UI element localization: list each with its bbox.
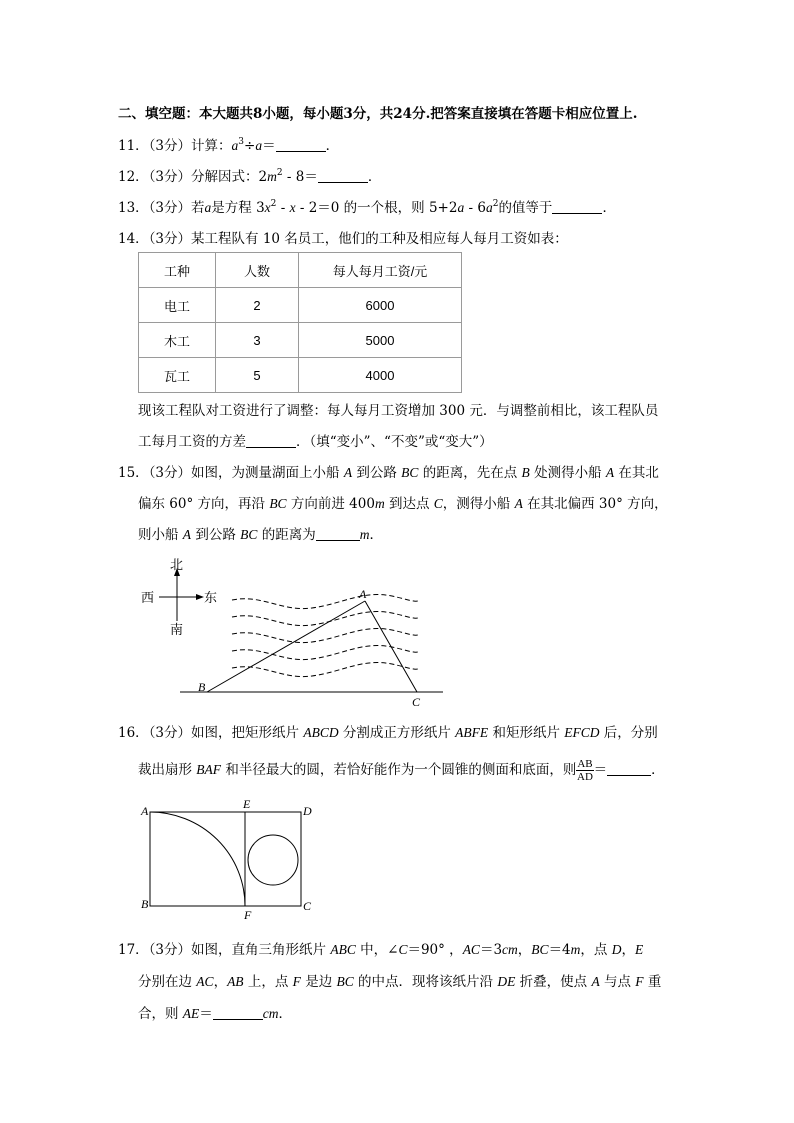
point-a-label: A	[359, 587, 367, 601]
table-cell: 电工	[139, 288, 216, 323]
wave-line	[232, 646, 418, 660]
question-16-line-1: 16．（3分）如图，把矩形纸片 ABCD 分割成正方形纸片 ABFE 和矩形纸片 EFCD 后，分别	[118, 725, 658, 741]
table-header: 工种	[139, 253, 216, 288]
question-14-followup-2: 工每月工资的方差 ．（填“变小”、“不变”或“变大”）	[138, 434, 493, 450]
table-cell: 3	[216, 323, 299, 358]
question-15-line-1: 15．（3分）如图，为测量湖面上小船 A 到公路 BC 的距离，先在点 B 处测得小船 A 在其北	[118, 465, 659, 481]
point-c-label: C	[412, 695, 421, 709]
point-b-label: B	[198, 680, 206, 694]
compass-south: 南	[170, 622, 184, 637]
sector-arc-baf	[150, 812, 245, 906]
rectangle-abcd	[150, 812, 301, 906]
table-cell: 6000	[299, 288, 462, 323]
question-12: 12．（3分）分解因式：$2m^2 - 8=$ ．	[118, 167, 382, 185]
question-15-line-3: 则小船 A 到公路 BC 的距离为 m．	[138, 527, 383, 543]
table-header: 每人每月工资/元	[299, 253, 462, 288]
table-cell: 5000	[299, 323, 462, 358]
lake-waves	[232, 595, 418, 677]
wave-line	[232, 663, 418, 677]
wave-line	[232, 595, 418, 609]
question-17-line-3: 合，则 AE＝ cm．	[138, 1006, 293, 1022]
compass-east: 东	[204, 590, 218, 605]
point-a-label: A	[141, 804, 149, 818]
table-cell: 5	[216, 358, 299, 393]
question-17-line-2: 分别在边 AC，AB 上，点 F 是边 BC 的中点．现将该纸片沿 DE 折叠，使点 A 与点 F 重	[138, 974, 662, 990]
table-cell: 2	[216, 288, 299, 323]
compass-west: 西	[141, 590, 155, 605]
line-ac	[365, 601, 417, 692]
rectangle-figure	[140, 797, 312, 922]
point-d-label: D	[303, 804, 312, 818]
ratio-fraction: $\frac{AB}{AD}$	[577, 758, 593, 783]
question-16-line-2: 裁出扇形 BAF 和半径最大的圆，若恰好能作为一个圆锥的侧面和底面，则 $\frac{AB}{AD}$ ＝ ．	[138, 758, 665, 783]
table-header: 人数	[216, 253, 299, 288]
point-f-label: F	[244, 908, 252, 922]
line-ba	[207, 601, 365, 692]
table-cell: 木工	[139, 323, 216, 358]
answer-blank	[607, 761, 651, 776]
east-arrow-icon	[196, 594, 204, 600]
wave-line	[232, 629, 418, 643]
compass-north: 北	[170, 557, 184, 572]
question-15-line-2: 偏东 60° 方向，再沿 BC 方向前进 400m 到达点 C，测得小船 A 在其北偏西 30° 方向，	[138, 496, 668, 512]
table-cell: 瓦工	[139, 358, 216, 393]
question-13: 13．（3分）若a是方程 $3x^2 - x - 2=0$ 的一个根，则 $5+2a - 6a^2$的值等于 ．	[118, 198, 616, 216]
section-heading: 二、填空题：本大题共8小题，每小题3分，共24分.把答案直接填在答题卡相应位置上.	[118, 106, 638, 122]
point-b-label: B	[141, 897, 149, 911]
point-e-label: E	[243, 797, 251, 811]
answer-blank	[213, 1005, 263, 1020]
question-14: 14．（3分）某工程队有 10 名员工，他们的工种及相应每人每月工资如表：	[118, 231, 568, 247]
point-c-label: C	[303, 899, 312, 913]
question-17-line-1: 17．（3分）如图，直角三角形纸片 ABC 中，∠C＝90° ，AC＝3cm，BC＝4m，点 D，E	[118, 942, 644, 958]
question-14-followup-1: 现该工程队对工资进行了调整：每人每月工资增加 300 元．与调整前相比，该工程队员	[138, 403, 659, 419]
table-cell: 4000	[299, 358, 462, 393]
inscribed-circle	[248, 835, 298, 885]
question-11: 11．（3分）计算：$a^3\div a=$ ．	[118, 136, 340, 154]
